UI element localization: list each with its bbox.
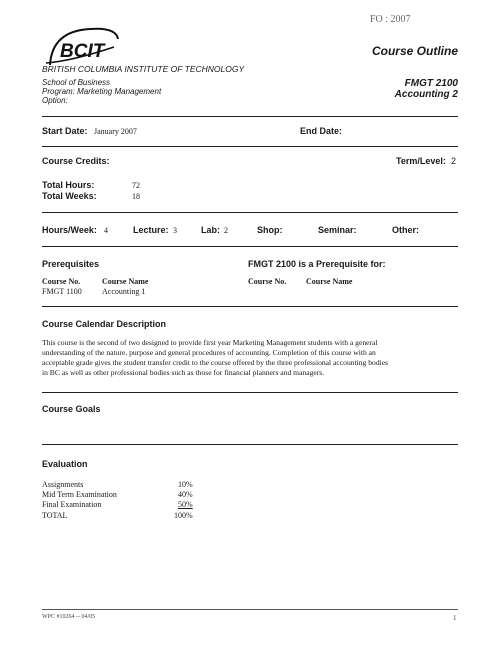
program-name: Program: Marketing Management — [42, 87, 162, 96]
lecture-value: 3 — [173, 226, 177, 235]
eval-value: 40% — [178, 490, 193, 499]
course-credits-label: Course Credits: — [42, 156, 110, 166]
calendar-description-text — [42, 338, 462, 378]
divider — [42, 392, 458, 393]
lab-label: Lab: — [201, 225, 220, 235]
other-label: Other: — [392, 225, 419, 235]
divider — [42, 116, 458, 117]
school-name: School of Business — [42, 78, 111, 87]
prereq-item-no: FMGT 1100 — [42, 287, 82, 296]
eval-value: 100% — [174, 511, 193, 520]
hours-week-label: Hours/Week: — [42, 225, 97, 235]
eval-value: 50% — [178, 500, 193, 509]
calendar-line: This course is the second of two designed to provide first year Marketing Management students with a general — [42, 338, 378, 347]
institute-name: BRITISH COLUMBIA INSTITUTE OF TECHNOLOGY — [42, 64, 245, 74]
prereq-col-no: Course No. — [42, 277, 81, 286]
prerequisites-title: Prerequisites — [42, 259, 100, 269]
option-label: Option: — [42, 96, 68, 105]
course-code: FMGT 2100 — [404, 78, 458, 89]
evaluation-title: Evaluation — [42, 459, 88, 469]
eval-label: Assignments — [42, 480, 84, 489]
calendar-line: understanding of the nature, purpose and general procedures of accounting. Completion of this course with an — [42, 348, 376, 357]
prereq-col-name: Course Name — [102, 277, 149, 286]
calendar-description-title: Course Calendar Description — [42, 319, 167, 329]
divider — [42, 444, 458, 445]
footer-divider — [42, 609, 458, 610]
eval-label: Final Examination — [42, 500, 102, 509]
course-name: Accounting 2 — [394, 89, 458, 100]
start-date-label: Start Date: — [42, 126, 88, 136]
total-hours-value: 72 — [132, 181, 140, 190]
divider — [42, 146, 458, 147]
eval-label: Mid Term Examination — [42, 490, 117, 499]
document-title: Course Outline — [371, 44, 458, 58]
calendar-line: in BC as well as other professional bodies such as those for financial planners and managers. — [42, 368, 325, 377]
hours-week-value: 4 — [104, 226, 108, 235]
total-weeks-value: 18 — [132, 192, 140, 201]
prereq-for-col-name: Course Name — [306, 277, 353, 286]
total-hours-label: Total Hours: — [42, 180, 95, 190]
prereq-for-col-no: Course No. — [248, 277, 287, 286]
total-weeks-label: Total Weeks: — [42, 191, 97, 201]
divider — [42, 212, 458, 213]
footer-code: WPC #10264 -- 04/05 — [42, 614, 96, 620]
course-goals-title: Course Goals — [42, 404, 101, 414]
lab-value: 2 — [224, 226, 228, 235]
eval-value: 10% — [178, 480, 193, 489]
prereq-item-name: Accounting 1 — [102, 287, 146, 296]
footer-page-number: 1 — [453, 614, 457, 622]
logo-text: BCIT — [60, 41, 105, 62]
eval-label: TOTAL — [42, 511, 68, 520]
seminar-label: Seminar: — [318, 225, 357, 235]
term-level-value: 2 — [451, 156, 457, 166]
term-level-label: Term/Level: — [396, 156, 446, 166]
calendar-line: acceptable grade gives the student transfer credit to the course offered by the three professional accounting bodies — [42, 358, 389, 367]
start-date-value: January 2007 — [94, 127, 137, 136]
divider — [42, 306, 458, 307]
bcit-logo — [42, 25, 122, 69]
divider — [42, 246, 458, 247]
lecture-label: Lecture: — [133, 225, 169, 235]
prerequisite-for-title: FMGT 2100 is a Prerequisite for: — [248, 259, 386, 269]
page-mark: FO : 2007 — [370, 14, 411, 25]
shop-label: Shop: — [257, 225, 283, 235]
end-date-label: End Date: — [300, 126, 343, 136]
